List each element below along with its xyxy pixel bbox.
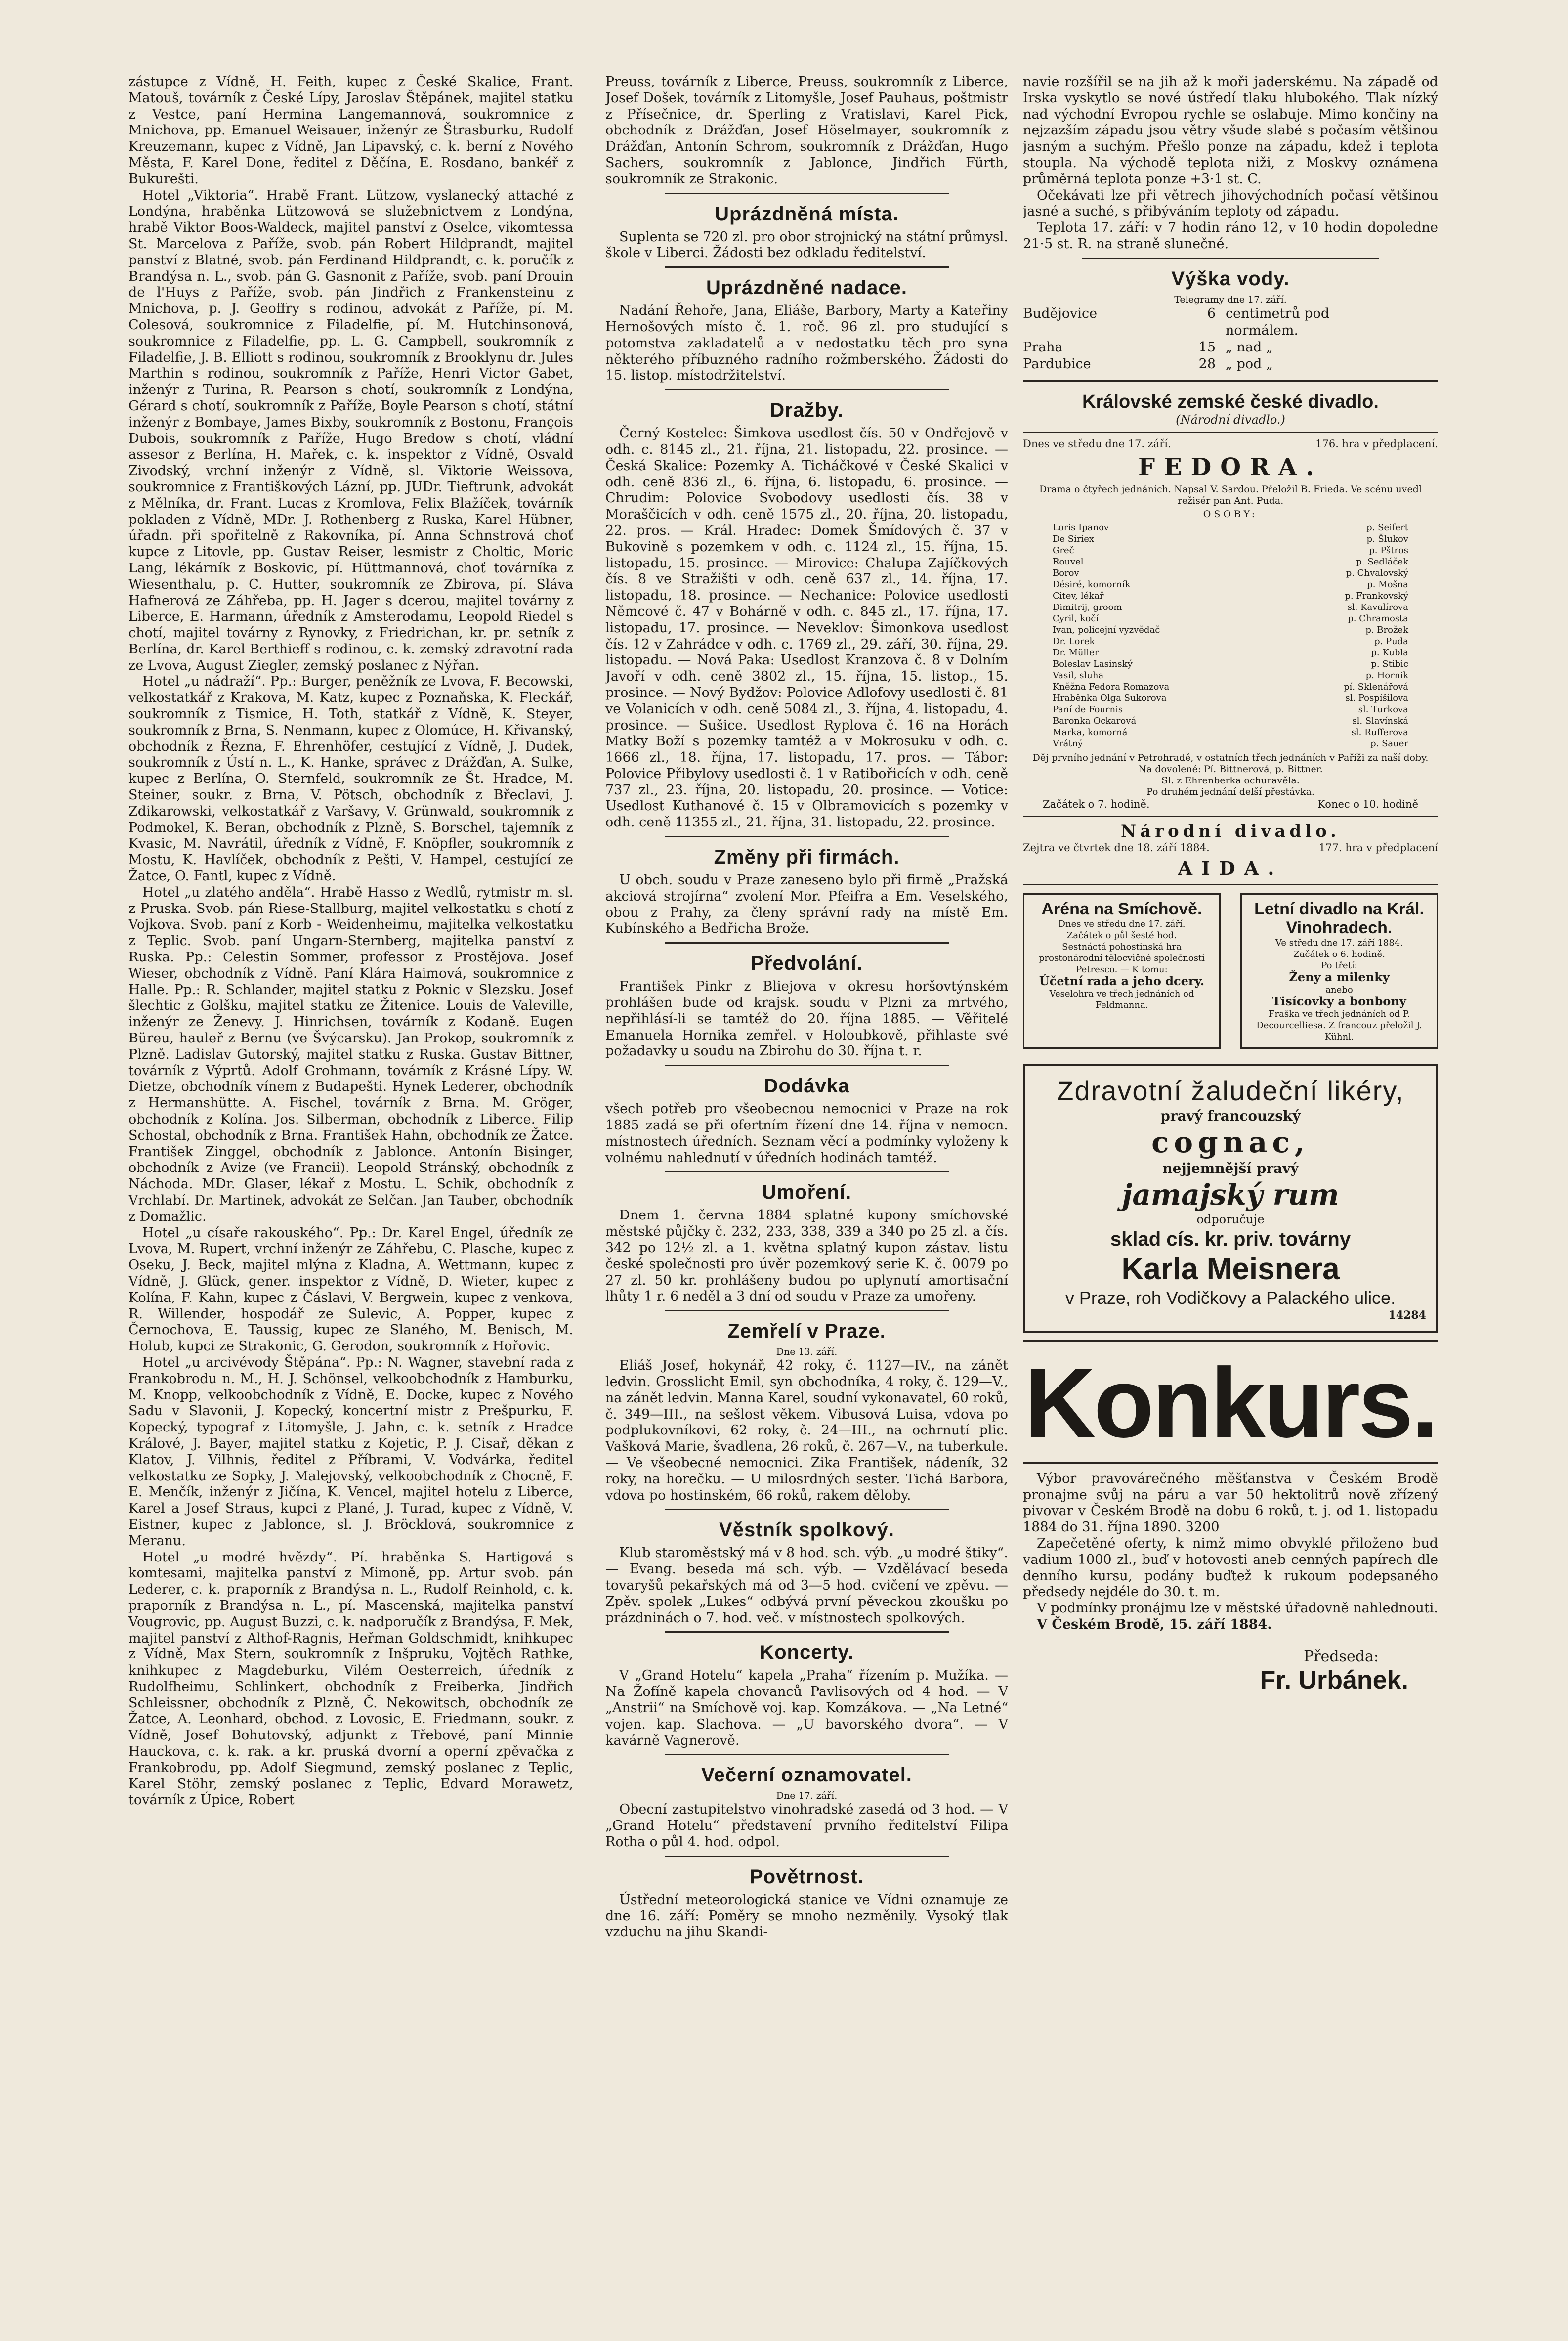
box-start: Začátek o půl šesté hod.	[1066, 930, 1177, 941]
weather-text: navie rozšířil se na jih až k moři jaderskému. Na západě od Irska vyskytlo se nové ústředí tlaku hlubokého. Tlak nízký nad východní Evropou rychle se oslabuje. Mimo končiny na nejzazším západu jsou větry všude slabé s počasím většinou jasným a suchým. Přešlo ponze na západu, kdež i teplota stoupla. Na východě teplota niži, z Moskvy oznámena průměrná teplota ponze +3·1 st. C.	[1023, 74, 1438, 187]
vinohrady-theatre-box	[1240, 893, 1438, 1049]
cast-row	[1023, 727, 1438, 738]
cast-role: Kněžna Fedora Romazova	[1053, 681, 1170, 692]
divider	[1023, 1462, 1438, 1464]
cast-actor: sl. Rufferova	[1351, 727, 1408, 737]
water-value: 28	[1198, 356, 1216, 372]
performance-date: Zejtra ve čtvrtek dne 18. září 1884.	[1023, 841, 1210, 854]
cast-role: Loris Ipanov	[1053, 522, 1109, 533]
cast-row	[1023, 613, 1438, 624]
liquor-advertisement	[1023, 1064, 1438, 1333]
hotel-nadrazi-paragraph: Hotel „u nádraží“. Pp.: Burger, peněžník ze Lvova, F. Becowski, velkostatkář z Krakova, M. Katz, kupec z Poznaňska, K. Fleckář, soukromník z Tismice, H. Toth, statkář z Vídně, K. Steyer, soukromník z Brna, S. Nenmann, kupec z Olomúce, H. Křivanský, obchodník z Řezna, F. Ehrenhöfer, cestující z Vídně, J. Dudek, soukromník z Ústí n. L., K. Hanke, správec z Drážďan, A. Sulke, kupec z Berlína, O. Sternfeld, soukromník ze Št. Hradce, M. Steiner, soukr. z Brna, V. Pötsch, obchodník z Břeclavi, J. Zdikarowski, velkostatkář z Varšavy, V. Grünwald, soukromník z Podmokel, K. Beran, obchodník z Plzně, S. Borschel, tajemník z Kvasic, M. Navrátil, úředník z Vídně, F. Knöpfler, soukromník z Mostu, K. Havlíček, obchodník z Pešti, V. Hampel, cestující ze Žatce, O. Fantl, kupec z Vídně.	[128, 674, 573, 884]
water-row	[1023, 356, 1438, 373]
cast-actor: p. Šlukov	[1366, 533, 1408, 544]
cast-actor: p. Sauer	[1370, 738, 1408, 749]
box-start: Začátek o 6. hodině.	[1293, 949, 1385, 959]
divider	[665, 1310, 949, 1311]
arena-smichov-box	[1023, 893, 1221, 1049]
start-time: Začátek o 7. hodině.	[1043, 798, 1150, 810]
cast-actor: sl. Slavínská	[1352, 715, 1408, 726]
cast-role: Rouvel	[1053, 556, 1084, 567]
section-date-zemreli: Dne 13. září.	[776, 1346, 838, 1358]
cast-row	[1023, 693, 1438, 704]
cast-row	[1023, 636, 1438, 647]
section-text-koncerty: V „Grand Hotelu“ kapela „Praha“ řízením p. Mužíka. — Na Žofíně kapela chovanců Pavlisových od 4 hod. — V „Anstrii“ na Smíchově voj. kap. Komzákova. — „Na Letné“ vojen. kap. Slachova. — „U bavorského dvora“. — V kavárně Vagnerově.	[605, 1668, 1008, 1748]
section-text-nadace: Nadání Řehoře, Jana, Eliáše, Barbory, Marty a Kateřiny Hernošových místo č. 1. roč. 96 zl. pro studující s potomstva zakladatelů a v nedostatku těch pro syna některého příbuzného radního rožmberského. Žádosti do 15. listop. místodržitelství.	[605, 303, 1008, 384]
section-text-vestnik: Klub staroměstský má v 8 hod. sch. výb. „u modré štiky“. — Evang. beseda má sch. výb. — Vzdělávací beseda tovaryšů pekařských má od 3—5 hod. cvičení ve zpěvu. — Zpěv. spolek „Lukes“ odbývá první pěveckou zkoušku po prázdninách o 7. hod. več. v místnostech spolkových.	[605, 1545, 1008, 1626]
section-heading-drazby: Dražby.	[770, 399, 844, 422]
cast-role: Marka, komorná	[1053, 727, 1128, 737]
konkurs-text: V podmínky pronájmu lze v městské úřadovně nahlednouti.	[1037, 1601, 1438, 1616]
cast-heading: OSOBY:	[1203, 508, 1258, 520]
cast-row	[1023, 704, 1438, 715]
signature-label: Předseda:	[1304, 1647, 1379, 1665]
divider	[665, 1631, 949, 1633]
cast-row	[1023, 533, 1438, 545]
water-unit: „ pod „	[1226, 356, 1273, 372]
section-heading-nadace: Uprázdněné nadace.	[706, 277, 907, 299]
cast-role: Borov	[1053, 567, 1079, 578]
column-hotel-guests	[128, 74, 573, 2284]
water-station: Budějovice	[1023, 305, 1098, 321]
section-heading-dodavka: Dodávka	[763, 1075, 850, 1097]
ad-line: sklad cís. kr. priv. továrny	[1110, 1228, 1351, 1250]
cast-role: Dimitrij, groom	[1053, 602, 1122, 612]
column-weather-theatre-ads	[1023, 74, 1438, 2284]
box-play: Účetní rada a jeho dcery.	[1039, 973, 1205, 988]
ad-line: Karla Meisnera	[1121, 1252, 1340, 1286]
cast-row	[1023, 567, 1438, 579]
section-text-predvolani: František Pinkr z Bliejova v okresu horšovtýnském prohlášen bude od krajsk. soudu v Plzni za mrtvého, nepřihlásí-li se tamtéž do 20. října 1885. — Věřitelé Emanuela Hornika zemřel. v Holoubkově, přihlaste své požadavky u soudu na Zbirohu do 30. října t. r.	[605, 979, 1008, 1059]
signature-name: Fr. Urbánek.	[1260, 1665, 1408, 1694]
divider	[665, 942, 949, 944]
section-heading-vecerni: Večerní oznamovatel.	[701, 1764, 912, 1786]
divider	[1023, 1340, 1438, 1342]
cast-actor: p. Chvalovský	[1346, 567, 1408, 578]
box-genre: Veselohra ve třech jednáních od Feldmanna.	[1049, 988, 1194, 1010]
cast-row	[1023, 670, 1438, 681]
cast-row	[1023, 579, 1438, 590]
guest-list-continued: Preuss, továrník z Liberce, Preuss, soukromník z Liberce, Josef Došek, továrník z Litomyšle, Josef Pauhaus, poštmistr z Přísečnice, dr. Sperling z Vratislavi, Karel Pick, obchodník z Drážďan, Josef Höselmayer, soukromník z Drážďan, Antonín Schrom, soukromník z Drážďan, Hugo Sachers, soukromník z Jablonce, Jindřich Fürth, soukromník ze Strakonic.	[605, 74, 1008, 187]
section-heading-vestnik: Věstník spolkový.	[719, 1519, 894, 1541]
section-heading-koncerty: Koncerty.	[760, 1642, 854, 1664]
ad-line: jamajský rum	[1122, 1177, 1339, 1212]
cast-actor: p. Chramosta	[1348, 613, 1408, 624]
cast-role: Baronka Ockarová	[1053, 715, 1137, 726]
performance-date: Dnes ve středu dne 17. září.	[1023, 437, 1171, 450]
divider	[665, 1856, 949, 1857]
ad-line: pravý francouzský	[1160, 1107, 1301, 1124]
hotel-viktoria-paragraph: Hotel „Viktoria“. Hrabě Frant. Lützow, vyslanecký attaché z Londýna, hraběnka Lützowová se služebnictvem z Londýna, hrabě Viktor Boos-Waldeck, majitel panství z Oselce, vikomtessa St. Marcelova z Paříže, svob. pán Robert Hildprandt, majitel panství z Blatné, svob. pán Ferdinand Hildprandt, c. k. poručík z Brandýsa n. L., svob. pán G. Gasnonit z Paříže, svob. paní Drouin de l'Huys z Paříže, svob. pán Jindřich z Frankensteinu z Mnichova, p. J. Geoffry s rodinou, advokát z Paříže, pí. M. Colesová, soukromnice z Filadelfie, pí. M. Hutchinsonová, soukromnice z Filadelfie, pp. L. G. Campbell, soukromník z Filadelfie, J. B. Elliott s rodinou, soukromník z Brooklynu dr. Jules Marthin s rodinou, soukromník z Paříže, Henri Victor Gabet, inženýr z Turina, R. Pearson s chotí, soukromník z Londýna, Gérard s chotí, soukromník z Paříže, Boyle Pearson s chotí, státní inženýr z Bombaye, James Bixby, soukromník z Bostonu, François Dubois, soukromník z Paříže, Hugo Bredow s chotí, vládní assesor z Berlína, H. Mařek, c. k. inspektor z Vídně, Osvald Zivodský, vrchní inženýr z Vídně, sl. Viktorie Weissova, soukromnice z Františkových Lázní, pp. JUDr. Tieftrunk, advokát z Mělníka, dr. Frant. Lucas z Kromlova, Felix Blažíček, továrník pokladen z Vídně, MDr. J. Rothenberg z Ruska, Karel Hübner, úřadn. při spořitelně z Rakovníka, pí. Anna Schnstrová choť kupce z Litovle, pp. Gustav Reiser, lesmistr z Choltic, Moric Lang, lékárník z Boskovic, pí. Hüttmannová, choť továrníka z Wiesenthalu, p. C. Hutter, soukromník ze Zbirova, pí. Sláva Hafnerová ze Záhřeba, pp. H. Jager s dcerou, majitel továrny z Liberce, E. Harmann, úředník z Amsterodamu, Leopold Riedel s chotí, majitel továrny z Rynovky, z Friedrichan, kr. pr. setník z Berlína, dr. Karel Berthieff s rodinou, c. k. zemský zdravotní rada ze Lvova, August Ziegler, zemský poslanec z Nýřan.	[128, 187, 573, 673]
theatre-subtitle: (Národní divadlo.)	[1176, 412, 1285, 427]
section-heading-umoreni: Umoření.	[762, 1181, 852, 1204]
water-value: 15	[1198, 339, 1216, 355]
guest-list-paragraph: zástupce z Vídně, H. Feith, kupec z České Skalice, Frant. Matouš, továrník z České Lípy, Jaroslav Štěpánek, majitel statku z Vestce, paní Hermina Langemannová, soukromnice z Mnichova, pp. Emanuel Weisauer, inženýr ze Štrasburku, Rudolf Kreuzemann, kupec z Vídně, Jan Lipavský, c. k. berní z Nového Města, F. Karel Done, ředitel z Děčína, E. Rosdano, bankéř z Bukurešti.	[128, 74, 573, 187]
weather-forecast: Očekávati lze při větrech jihovýchodních počasí většinou jasné a suché, s přibýváním teploty od západu.	[1023, 187, 1438, 219]
section-heading-predvolani: Předvolání.	[751, 953, 863, 975]
cast-row	[1023, 545, 1438, 556]
cast-actor: p. Seifert	[1366, 522, 1408, 533]
cast-row	[1023, 624, 1438, 636]
cast-actor: pí. Sklenářová	[1343, 681, 1408, 692]
section-text-dodavka: všech potřeb pro všeobecnou nemocnici v Praze na rok 1885 zadá se při ofertním řízení dne 14. října v nemocn. místnostech úředních. Seznam věcí a podmínky vyloženy k volnému nahlednutí v úředních hodinách tamtéž.	[605, 1101, 1008, 1166]
box-play: Tisícovky a bonbony	[1272, 994, 1406, 1008]
box-body: Po třetí:	[1321, 960, 1357, 971]
theatre-note: Na dovolené: Pí. Bittnerová, p. Bittner.	[1138, 763, 1323, 775]
section-date-voda: Telegramy dne 17. září.	[1174, 294, 1287, 305]
cast-role: Dr. Müller	[1053, 647, 1099, 658]
theatre-note: Sl. z Ehrenberka ochuravěla.	[1161, 775, 1300, 786]
theatre-name: Královské zemské české divadlo.	[1082, 391, 1379, 412]
cast-row	[1023, 556, 1438, 567]
section-heading-mista: Uprázdněná místa.	[715, 203, 899, 225]
cast-row	[1023, 602, 1438, 613]
konkurs-title: Konkurs.	[1024, 1347, 1437, 1458]
divider	[1023, 380, 1438, 382]
divider	[1082, 258, 1379, 259]
play-title: FEDORA.	[1138, 453, 1323, 481]
cast-role: Dr. Lorek	[1053, 636, 1095, 647]
theatre-note: Po druhém jednání delší přestávka.	[1146, 786, 1314, 797]
performance-times	[1023, 798, 1438, 811]
cast-role: Désiré, komorník	[1053, 579, 1131, 590]
ad-line: odporučuje	[1196, 1212, 1265, 1226]
water-value: 6	[1207, 305, 1216, 321]
ad-line: cognac,	[1151, 1125, 1310, 1159]
box-title: Aréna na Smíchově.	[1041, 899, 1202, 918]
box-date: Dnes ve středu dne 17. září.	[1058, 918, 1186, 929]
hotel-stepan-paragraph: Hotel „u arcivévody Štěpána“. Pp.: N. Wagner, stavební rada z Frankobrodu n. M., H. J. Schönsel, velkoobchodník z Hamburku, M. Knopp, velkoobchodník z Vídně, E. Docke, kupec z Nového Sadu v Slavonii, J. Kopecký, koncertní mistr z Prešpurku, F. Kopecký, typograf z Litomyšle, J. Jahn, c. k. setník z Hradce Králové, J. Bayer, majitel statku z Kojetic, P. J. Cisař, děkan z Klatov, J. Vilhnis, ředitel z Příbrami, V. Vodvárka, ředitel velkostatku ze Sopky, J. Malejovský, velkoobchodník z Chocně, F. E. Menčík, inženýr z Jičína, K. Vencel, majitel hotelu z Liberce, Karel a Josef Straus, kupci z Plané, J. Turad, kupec z Vídně, V. Eistner, kupec z Jablonce, sl. J. Bröcklová, soukromnice z Meranu.	[128, 1354, 573, 1549]
divider	[665, 836, 949, 837]
hotel-modra-hvezda-paragraph: Hotel „u modré hvězdy“. Pí. hraběnka S. Hartigová s komtesami, majitelka panství z Mimoně, pp. Artur svob. pán Lederer, c. k. praporník z Brandýsa n. L., Rudolf Reinhold, c. k. praporník z Brandýsa n. L., pí. Mascenská, majitelka panství Vougrovic, pp. August Buzzi, c. k. nadporučík z Brandýsa, F. Mek, majitel panství z Althof-Ragnis, Heřman Goldschmidt, knihkupec z Vídně, Max Stern, soukromník z Inšpruku, Vojtěch Rathke, knihkupec z Magdeburku, Vilém Oesterreich, úředník z Rudolfheimu, Schlinkert, obchodník z Freiberka, Jindřich Schleissner, obchodník z Plzně, Č. Nekowitsch, obchodník ze Žatce, A. Leonhard, obchod. z Lovosic, E. Friedmann, soukr. z Vídně, Josef Bohutovský, adjunkt z Třebové, paní Minnie Hauckova, c. k. rak. a kr. pruská dvorní a operní zpěvačka z Frankobrodu, pp. Adolf Siegmund, zemský poslanec z Teplic, Karel Stöhr, zemský poslanec z Teplic, Edvard Morawetz, továrník z Úpice, Robert	[128, 1549, 573, 1808]
cast-actor: sl. Kavalírova	[1347, 602, 1408, 612]
box-play: Ženy a milenky	[1289, 969, 1390, 984]
divider	[665, 1754, 949, 1755]
cast-role: Paní de Fournis	[1053, 704, 1123, 715]
divider	[665, 389, 949, 390]
cast-actor: p. Frankovský	[1345, 590, 1408, 601]
cast-row	[1023, 715, 1438, 727]
divider	[1023, 432, 1438, 433]
ad-line: v Praze, roh Vodičkovy a Palackého ulice.	[1065, 1287, 1396, 1308]
konkurs-text: Výbor pravovárečného měšťanstva v Českém Brodě pronajme svůj na páru a var 50 hektolitrů nově zřízený pivovar v Českém Brodě na dobu 6 roků, t. j. od 1. listopadu 1884 do 31. října 1890. 3200	[1023, 1471, 1438, 1535]
cast-row	[1023, 647, 1438, 658]
divider	[1023, 816, 1438, 817]
play-title: AIDA.	[1178, 857, 1283, 879]
water-unit: centimetrů pod normálem.	[1226, 305, 1330, 338]
section-text-umoreni: Dnem 1. června 1884 splatné kupony smíchovské městské půjčky č. 232, 233, 338, 339 a 340 po 25 zl. a čís. 342 po 12½ zl. a 1. května splatný kupon zástav. listu české společnosti pro úvěr pozemkový serie K. č. 0079 po 27 zl. 50 kr. prohlášeny budou po uplynutí amortisační lhůty 1 r. 6 neděl a 3 dní od soudu v Praze za umořeny.	[605, 1208, 1008, 1304]
cast-list	[1023, 522, 1438, 749]
divider	[665, 1171, 949, 1172]
cast-actor: p. Puda	[1374, 636, 1408, 647]
water-station: Pardubice	[1023, 356, 1091, 372]
section-heading-zemreli: Zemřelí v Praze.	[727, 1320, 886, 1343]
performance-number: 177. hra v předplacení	[1318, 841, 1438, 854]
section-text-vecerni: Obecní zastupitelstvo vinohradské zasedá od 3 hod. — V „Grand Hotelu“ představení prvního ředitelství Filipa Rotha o půl 4. hod. odpol.	[605, 1802, 1008, 1850]
cast-actor: p. Mošna	[1367, 579, 1408, 590]
cast-actor: p. Kubla	[1371, 647, 1408, 658]
water-unit: „ nad „	[1226, 339, 1273, 355]
section-text-zmeny: U obch. soudu v Praze zaneseno bylo při firmě „Pražská akciová strojírna“ zvolení Mor. Pfeifra a Em. Veselského, obou z Prahy, za členy správní rady na místě Em. Kubínského a Bedřicha Brože.	[605, 872, 1008, 937]
cast-row	[1023, 681, 1438, 693]
ad-line: nejjemnější pravý	[1162, 1160, 1299, 1176]
hotel-zlaty-andel-paragraph: Hotel „u zlatého anděla“. Hrabě Hasso z Wedlů, rytmistr m. sl. z Pruska. Svob. pán Riese-Stallburg, majitel velkostatku s chotí z Vojkova. Svob. paní z Korb - Weidenheimu, majitelka velkostatku z Teplic. Svob. paní Ungarn-Sternberg, majitelka panství z Ruska. Pp.: Celestin Sommer, professor z Prostějova. Josef Wieser, obchodník z Vídně. Paní Klára Haimová, soukromnice z Halle. Pp.: R. Schlander, majitel statku z Poknic v Slezsku. Josef šlechtic z Golšku, majitel statku ze Žitenice. Louis de Valeville, inženýr ze Ženevy. J. Hinrichsen, továrník z Kodaně. Eugen Büreu, hauleř z Bernu (ve Švýcarsku). Jan Prokop, soukromník z Plzně. Ladislav Gutorský, majitel statku z Ruska. Gustav Bittner, továrník z Výprtů. Adolf Grohmann, továrník z Krásné Lípy. W. Dietze, obchodník vínem z Budapešti. Hynek Lederer, obchodník z Hermanshütte. A. Fischel, továrník z Brna. M. Gröger, obchodník z Kolína. Jos. Silberman, obchodník z Liberce. Filip Schostal, obchodník z Brna. František Hahn, obchodník ze Žatce. František Zinggel, obchodník z Jablonce. Antonín Bisinger, obchodník z Avize (ve Francii). Leopold Stránský, obchodník z Náchoda. MDr. Glaser, lékař z Mostu. L. Schik, obchodník z Vrchlabí. Dr. Martinek, advokát ze Selčan. Jan Tauber, obchodník z Domažlic.	[128, 884, 573, 1224]
cast-role: Citev, lékař	[1053, 590, 1104, 601]
divider	[665, 1065, 949, 1066]
theatre-name-2: Národní divadlo.	[1120, 821, 1341, 841]
konkurs-place-date: V Českém Brodě, 15. září 1884.	[1037, 1616, 1272, 1632]
cast-role: Hraběnka Olga Sukorova	[1053, 693, 1167, 703]
cast-role: Cyril, kočí	[1053, 613, 1099, 624]
konkurs-text: Zapečetěné oferty, k nimž mimo obvyklé přiloženo buď vadium 1000 zl., buď v hotovosti aneb cenných papírech dle denního kursu, podány buďtež k rukoum podepsaného předsedy nejdéle do 30. t. m.	[1023, 1535, 1438, 1600]
section-heading-zmeny: Změny při firmách.	[714, 846, 900, 868]
ad-number: 14284	[1388, 1308, 1426, 1322]
box-or: anebo	[1325, 984, 1353, 995]
cast-row	[1023, 522, 1438, 533]
performance-line	[1023, 841, 1438, 854]
ad-line: Zdravotní žaludeční likéry,	[1057, 1075, 1404, 1106]
section-text-mista: Suplenta se 720 zl. pro obor strojnický na státní průmysl. škole v Liberci. Žádosti bez odkladu ředitelství.	[605, 229, 1008, 261]
weather-temperature: Teplota 17. září: v 7 hodin ráno 12, v 10 hodin dopoledne 21·5 st. R. na straně slunečné.	[1023, 220, 1438, 252]
cast-role: De Siriex	[1053, 533, 1095, 544]
theatre-note: Děj prvního jednání v Petrohradě, v ostatních třech jednáních v Paříži za naší doby.	[1032, 752, 1429, 763]
box-title: Letní divadlo na Král. Vinohradech.	[1254, 899, 1424, 937]
performance-number: 176. hra v předplacení.	[1315, 437, 1438, 450]
divider	[665, 193, 949, 194]
cast-actor: p. Stibic	[1371, 658, 1408, 669]
section-heading-povetrnost: Povětrnost.	[749, 1865, 864, 1888]
section-text-drazby: Černý Kostelec: Šimkova usedlost čís. 50 v Ondřejově v odh. c. 8145 zl., 21. října, 21. listopadu, 22. prosince. — Česká Skalice: Pozemky A. Ticháčkové v České Skalici v odh. ceně 836 zl., 6. října, 6. listopadu, 6. prosince. — Chrudim: Polovice Svobodovy usedlosti čís. 38 v Moraščicích v odh. ceně 1575 zl., 20. října, 20. listopadu, 22. pros. — Král. Hradec: Domek Šmídových č. 37 v Bukovině s pozemkem v odh. c. 1124 zl., 15. října, 15. listopadu, 15. prosince. — Mirovice: Chalupa Zajíčkových čís. 8 ve Stražišti v odh. ceně 637 zl., 14. října, 17. listopadu, 18. prosince. — Nechanice: Polovice usedlosti Němcové č. 47 v Bohárně v odh. c. 845 zl., 17. října, 17. listopadu, 17. prosince. — Neveklov: Šimonkova usedlost čís. 12 v Zahrádce v odh. c. 1769 zl., 29. září, 30. října, 29. listopadu. — Nová Paka: Usedlost Kranzova č. 8 v Dolním Javoří v odh. ceně 3802 zl., 15. října, 15. listop., 15. prosince. — Nový Bydžov: Polovice Adlofovy usedlosti č. 81 ve Volanicích v odh. ceně 5084 zl., 3. října, 4. listopadu, 4. prosince. — Sušice. Usedlost Ryplova č. 16 na Horách Matky Boží s pozemky tamtéž a v Mokrosuku v odh. c. 1666 zl., 18. října, 17. listopadu, 17. pros. — Tábor: Polovice Přibylovy usedlosti č. 1 v Ratibořicích v odh. ceně 737 zl., 23. října, 20. listopadu, 20. prosince. — Votice: Usedlost Kuthanové č. 15 v Olbramovicích s pozemky v odh. ceně 11355 zl., 21. října, 31. listopadu, 22. prosince.	[605, 426, 1008, 830]
water-row	[1023, 305, 1438, 339]
play-description: Drama o čtyřech jednáních. Napsal V. Sardou. Přeložil B. Frieda. Ve scénu uvedl režisér pan Ant. Puda.	[1039, 483, 1422, 506]
divider	[665, 266, 949, 268]
cast-actor: p. Hornik	[1365, 670, 1408, 681]
cast-role: Vrátný	[1053, 738, 1083, 749]
divider	[665, 1509, 949, 1510]
cast-actor: p. Pštros	[1369, 545, 1408, 556]
hotel-cisar-paragraph: Hotel „u císaře rakouského“. Pp.: Dr. Karel Engel, úředník ze Lvova, M. Rupert, vrchní inženýr ze Záhřebu, C. Plasche, kupec z Oseku, J. Beck, majitel mlýna z Kladna, A. Wettmann, kupec z Vídně, J. Glück, gener. inspektor z Vídně, D. Wieter, kupec z Kolína, F. Kahn, kupec z Čáslavi, V. Bergwein, kupec z venkova, R. Willender, hospodář ze Sulevic, A. Popper, kupec z Černochova, E. Taussig, kupec ze Slaného, M. Benisch, M. Holub, kupci ze Strakonic, G. Gerodon, soukromník z Hořovic.	[128, 1225, 573, 1354]
cast-actor: p. Brožek	[1365, 624, 1408, 635]
cast-actor: p. Sedláček	[1356, 556, 1408, 567]
cast-actor: sl. Pospíšilova	[1345, 693, 1408, 703]
cast-row	[1023, 658, 1438, 670]
cast-role: Vasil, sluha	[1053, 670, 1104, 681]
cast-actor: sl. Turkova	[1358, 704, 1408, 715]
cast-role: Boleslav Lasinský	[1053, 658, 1133, 669]
water-row	[1023, 339, 1438, 356]
section-text-povetrnost: Ústřední meteorologická stanice ve Vídni oznamuje ze dne 16. září: Poměry se mnoho nezměnily. Vysoký tlak vzduchu na jihu Skandi-	[605, 1892, 1008, 1940]
cast-role: Greč	[1053, 545, 1074, 556]
section-date-vecerni: Dne 17. září.	[776, 1790, 838, 1802]
water-table	[1023, 305, 1438, 373]
cast-row	[1023, 590, 1438, 602]
performance-line	[1023, 437, 1438, 450]
box-body: Sestnáctá pohostinská hra prostonárodní tělocvičné společnosti Petresco. — K tomu:	[1039, 941, 1205, 975]
theatre-boxes	[1023, 893, 1438, 1049]
end-time: Konec o 10. hodině	[1317, 798, 1418, 810]
cast-role: Ivan, policejní vyzvědač	[1053, 624, 1160, 635]
divider	[1023, 884, 1438, 885]
box-date: Ve středu dne 17. září 1884.	[1275, 937, 1403, 948]
water-station: Praha	[1023, 339, 1063, 355]
column-notices	[605, 74, 1008, 2284]
cast-row	[1023, 738, 1438, 749]
section-heading-voda: Výška vody.	[1171, 267, 1290, 290]
box-genre: Fraška ve třech jednáních od P. Decourcelliesa. Z francouz přeložil J. Kühnl.	[1256, 1008, 1422, 1042]
section-text-zemreli: Eliáš Josef, hokynář, 42 roky, č. 1127—IV., na zánět ledvin. Grosslicht Emil, syn obchodníka, 4 roky, č. 129—V., na zánět ledvin. Manna Karel, soudní vykonavatel, 60 roků, č. 349—III., na sešlost věkem. Vibusová Luisa, vdova po podplukovníkovi, 62 roky, č. 24—III., na ochrnutí plic. Vašková Marie, švadlena, 26 roků, č. 267—V., na tuberkule. — Ve všeobecné nemocnici. Zika František, nádeník, 32 roky, na horečku. — U milosrdných sester. Tichá Barbora, vdova po hostinském, 66 roků, rakem děloby.	[605, 1358, 1008, 1503]
